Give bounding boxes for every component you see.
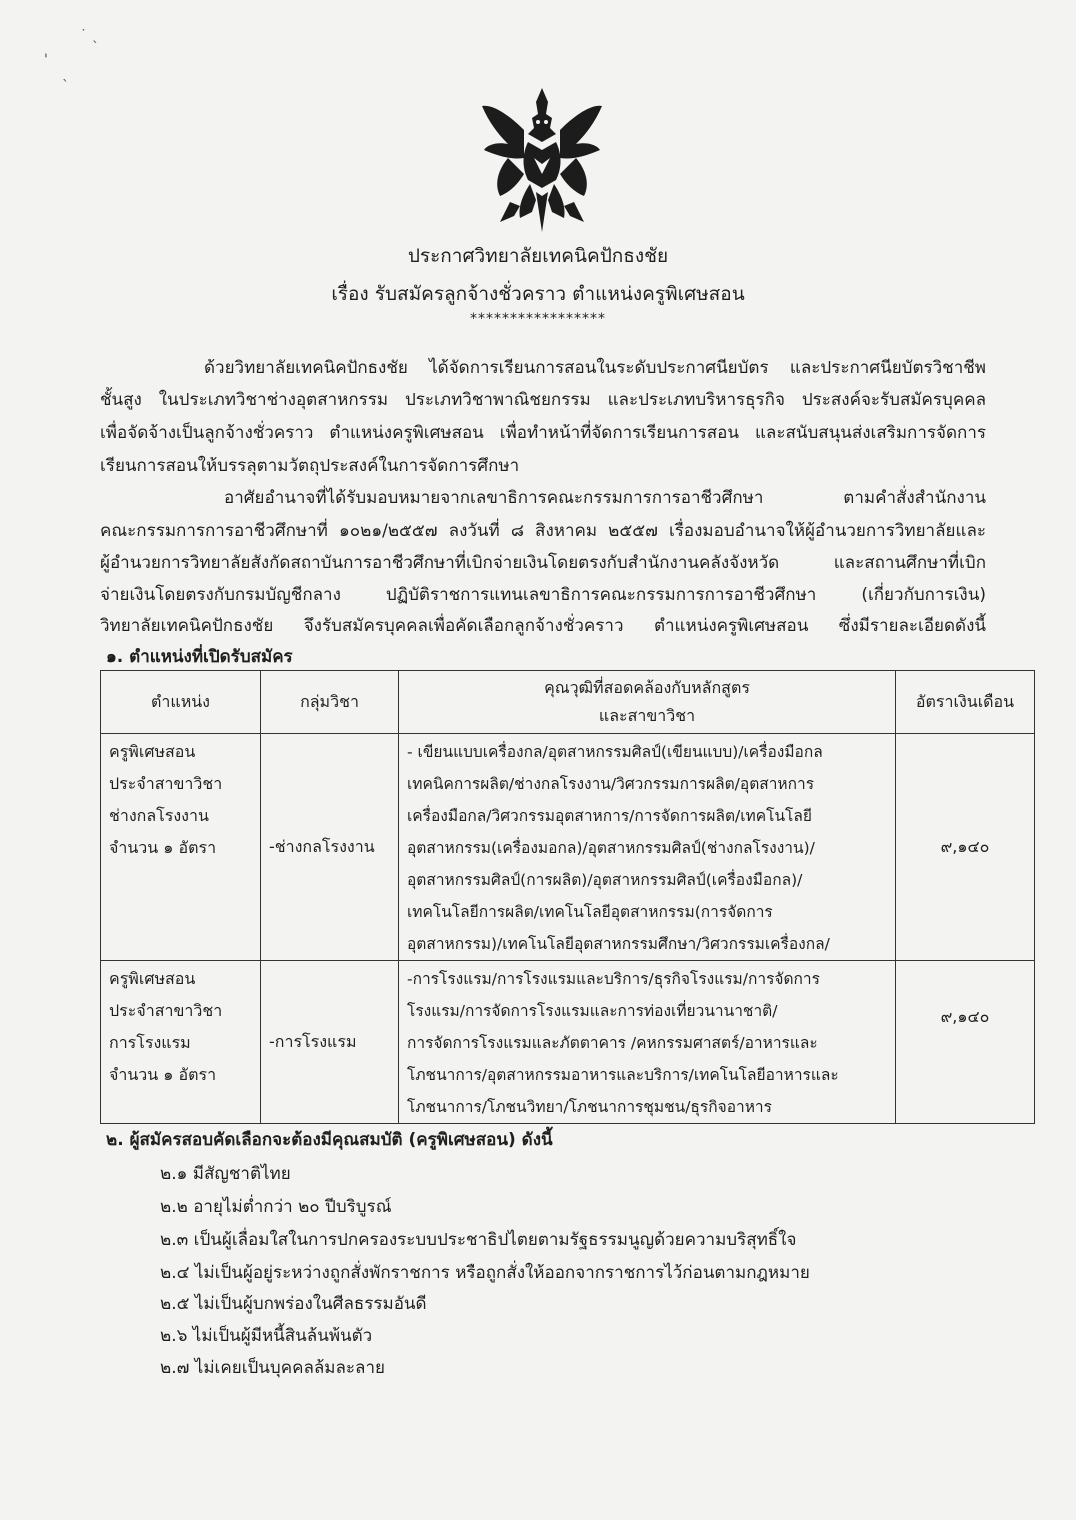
position-cell — [101, 961, 261, 1124]
paragraph2-line: คณะกรรมการการอาชีวศึกษาที่ ๑๐๒๑/๒๕๕๗ ลงวันที่ ๘ สิงหาคม ๒๕๕๗ เรื่องมอบอำนาจให้ผู้อำนวยการวิทยาลัยและ — [100, 521, 986, 541]
paragraph1-line: เพื่อจัดจ้างเป็นลูกจ้างชั่วคราว ตำแหน่งครูพิเศษสอน เพื่อทำหน้าที่จัดการเรียนการสอน และสนับสนุนส่งเสริมการจัดการ — [100, 423, 986, 443]
header-position: ตำแหน่ง — [101, 671, 261, 734]
scan-speck: ˎ — [62, 66, 69, 82]
table-row — [101, 734, 1035, 961]
qualification-cell — [399, 734, 896, 961]
qualification-line: อุตสาหกรรม)/เทคโนโลยีอุตสาหกรรมศึกษา/วิศวกรรมเครื่องกล/ — [407, 935, 830, 953]
title-separator: ***************** — [470, 311, 606, 327]
paragraph1-line: ชั้นสูง ในประเภทวิชาช่างอุตสาหกรรม ประเภทวิชาพาณิชยกรรม และประเภทบริหารธุรกิจ ประสงค์จะรับสมัครบุคคล — [100, 390, 986, 410]
paragraph2-line: จ่ายเงินโดยตรงกับกรมบัญชีกลาง ปฏิบัติราชการแทนเลขาธิการคณะกรรมการการอาชีวศึกษา (เกี่ยวกับการเงิน) — [100, 585, 986, 605]
qualification-line: การจัดการโรงแรมและภัตตาคาร /คหกรรมศาสตร์/อาหารและ — [407, 1034, 818, 1052]
table-row — [101, 961, 1035, 1124]
qualification-line: เทคโนโลยีการผลิต/เทคโนโลยีอุตสาหกรรม(การจัดการ — [407, 903, 773, 921]
qualification-item: ๒.๖ ไม่เป็นผู้มีหนี้สินล้นพ้นตัว — [160, 1326, 373, 1346]
qualification-item: ๒.๓ เป็นผู้เลื่อมใสในการปกครองระบบประชาธิปไตยตามรัฐธรรมนูญด้วยความบริสุทธิ์ใจ — [160, 1230, 797, 1250]
qualification-item: ๒.๔ ไม่เป็นผู้อยู่ระหว่างถูกสั่งพักราชการ หรือถูกสั่งให้ออกจากราชการไว้ก่อนตามกฎหมาย — [160, 1263, 810, 1283]
position-line: ประจำสาขาวิชา — [109, 1001, 223, 1020]
qualification-item: ๒.๑ มีสัญชาติไทย — [160, 1164, 291, 1184]
position-line: การโรงแรม — [109, 1033, 191, 1052]
qualification-line: อุตสาหกรรมศิลป์(การผลิต)/อุตสาหกรรมศิลป์(เครื่องมือกล)/ — [407, 871, 803, 889]
qualification-line: โภชนาการ/อุตสาหกรรมอาหารและบริการ/เทคโนโลยีอาหารและ — [407, 1066, 839, 1084]
qualification-line: เทคนิคการผลิต/ช่างกลโรงงาน/วิศวกรรมการผลิต/อุตสาหการ — [407, 775, 815, 793]
table-header-row — [101, 671, 1035, 734]
announcement-title: ประกาศวิทยาลัยเทคนิคปักธงชัย — [407, 245, 669, 267]
qualification-line: โรงแรม/การจัดการโรงแรมและการท่องเที่ยวนานาชาติ/ — [407, 1002, 778, 1020]
position-line: จำนวน ๑ อัตรา — [109, 838, 217, 857]
garuda-emblem-icon — [478, 84, 606, 234]
salary-cell: ๙,๑๔๐ — [896, 961, 1035, 1124]
header-qualification-line: และสาขาวิชา — [598, 706, 696, 725]
position-cell — [101, 734, 261, 961]
position-line: ช่างกลโรงงาน — [109, 806, 209, 825]
header-qualification — [399, 671, 896, 734]
qualification-item: ๒.๕ ไม่เป็นผู้บกพร่องในศีลธรรมอันดี — [160, 1294, 427, 1314]
paragraph2-line: ผู้อำนวยการวิทยาลัยสังกัดสถาบันการอาชีวศึกษาที่เบิกจ่ายเงินโดยตรงกับสำนักงานคลังจังหวัด และสถานศึกษาที่เบิก — [100, 553, 986, 573]
qualification-item: ๒.๒ อายุไม่ต่ำกว่า ๒๐ ปีบริบูรณ์ — [160, 1197, 392, 1217]
section1-heading: ๑. ตำแหน่งที่เปิดรับสมัคร — [106, 647, 293, 667]
section2-heading: ๒. ผู้สมัครสอบคัดเลือกจะต้องมีคุณสมบัติ (ครูพิเศษสอน) ดังนี้ — [106, 1130, 553, 1150]
qualification-line: - เขียนแบบเครื่องกล/อุตสาหกรรมศิลป์(เขียนแบบ)/เครื่องมือกล — [407, 743, 823, 761]
paragraph2-line: วิทยาลัยเทคนิคปักธงชัย จึงรับสมัครบุคคลเพื่อคัดเลือกลูกจ้างชั่วคราว ตำแหน่งครูพิเศษสอน ซึ่งมีรายละเอียดดังนี้ — [100, 616, 986, 636]
salary-cell: ๙,๑๔๐ — [896, 734, 1035, 961]
position-line: ประจำสาขาวิชา — [109, 774, 223, 793]
header-salary: อัตราเงินเดือน — [896, 671, 1035, 734]
qualification-line: โภชนาการ/โภชนวิทยา/โภชนาการชุมชน/ธุรกิจอาหาร — [407, 1098, 772, 1116]
qualification-line: เครื่องมือกล/วิศวกรรมอุตสาหการ/การจัดการผลิต/เทคโนโลยี — [407, 807, 812, 825]
announcement-subject: เรื่อง รับสมัครลูกจ้างชั่วคราว ตำแหน่งครูพิเศษสอน — [331, 283, 745, 305]
position-line: ครูพิเศษสอน — [109, 969, 196, 988]
paragraph1-line: ด้วยวิทยาลัยเทคนิคปักธงชัย ได้จัดการเรียนการสอนในระดับประกาศนียบัตร และประกาศนียบัตรวิชาชีพ — [204, 358, 986, 378]
qualification-line: -การโรงแรม/การโรงแรมและบริการ/ธุรกิจโรงแรม/การจัดการ — [407, 970, 820, 988]
paragraph1-line: เรียนการสอนให้บรรลุตามวัตถุประสงค์ในการจัดการศึกษา — [100, 456, 520, 476]
header-qualification-line: คุณวุฒิที่สอดคล้องกับหลักสูตร — [544, 678, 750, 697]
group-cell: -การโรงแรม — [261, 961, 399, 1124]
scan-speck: ` — [92, 40, 99, 56]
paragraph2-line: อาศัยอำนาจที่ได้รับมอบหมายจากเลขาธิการคณะกรรมการการอาชีวศึกษา ตามคำสั่งสำนักงาน — [224, 488, 986, 508]
scan-speck: ˙ — [80, 28, 87, 44]
qualification-line: อุตสาหกรรม(เครื่องมอกล)/อุตสาหกรรมศิลป์(ช่างกลโรงงาน)/ — [407, 839, 815, 857]
scan-speck: ' — [44, 52, 48, 68]
qualification-cell — [399, 961, 896, 1124]
position-line: จำนวน ๑ อัตรา — [109, 1065, 217, 1084]
qualification-item: ๒.๗ ไม่เคยเป็นบุคคลล้มละลาย — [160, 1358, 385, 1378]
position-line: ครูพิเศษสอน — [109, 742, 196, 761]
positions-table — [100, 670, 1035, 1124]
header-group: กลุ่มวิชา — [261, 671, 399, 734]
group-cell: -ช่างกลโรงงาน — [261, 734, 399, 961]
